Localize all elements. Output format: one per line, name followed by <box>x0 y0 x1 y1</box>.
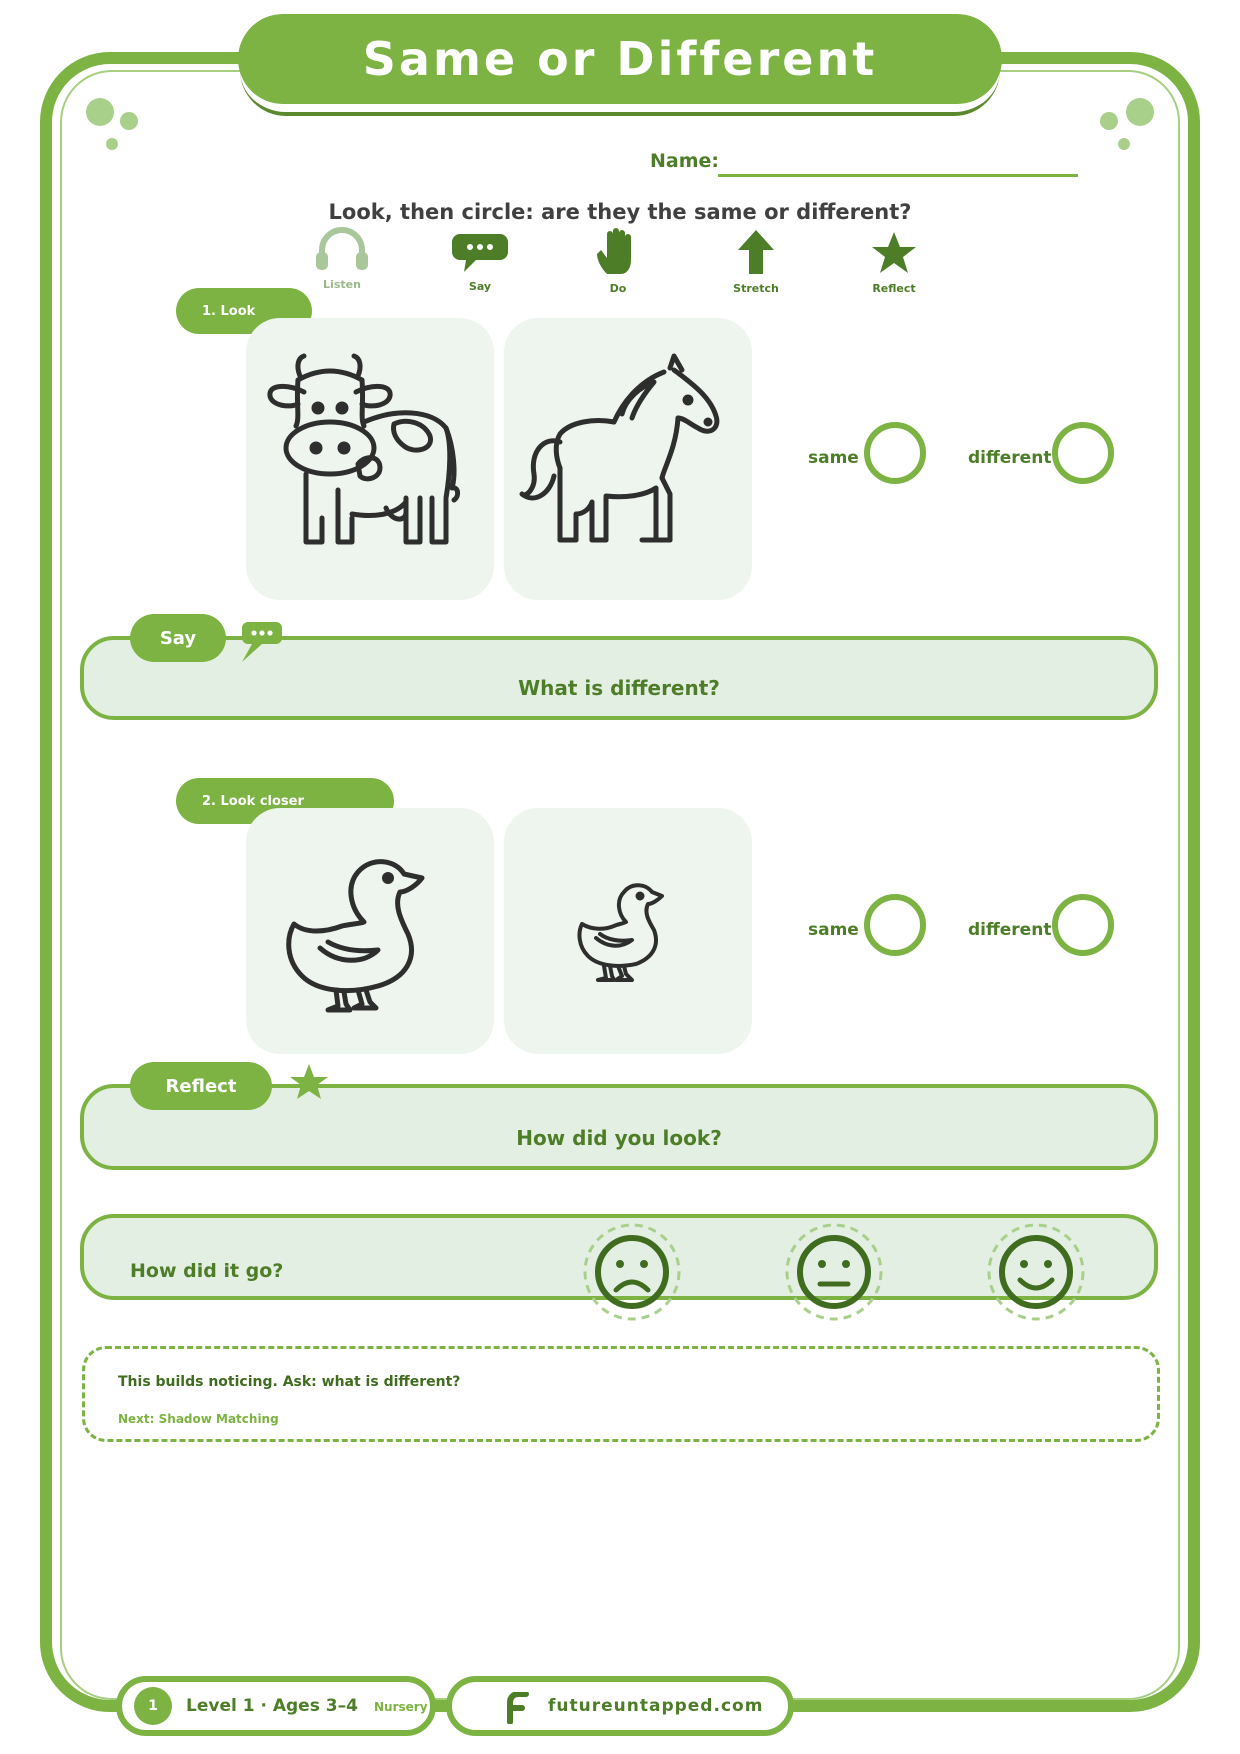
option-same-circle[interactable] <box>864 422 926 484</box>
option-same-label: same <box>808 920 859 940</box>
skill-label: Stretch <box>733 282 779 295</box>
skill-stretch <box>701 228 811 295</box>
option-same-label: same <box>808 448 859 468</box>
cow-picture <box>246 318 494 600</box>
footer-site-pill <box>446 1676 794 1736</box>
next-activity-link[interactable]: Next: Shadow Matching <box>118 1412 279 1426</box>
footer-stage: Nursery <box>374 1700 428 1714</box>
horse-picture <box>504 318 752 600</box>
rating-prompt: How did it go? <box>130 1260 284 1282</box>
say-prompt: What is different? <box>518 676 720 700</box>
skill-say <box>425 232 535 293</box>
option-same-circle[interactable] <box>864 894 926 956</box>
decor-dot <box>1118 138 1130 150</box>
option-different-label: different <box>968 448 1052 468</box>
decor-dot <box>86 98 114 126</box>
happy-face-icon[interactable] <box>986 1222 1086 1322</box>
footer-site-link[interactable]: futureuntapped.com <box>548 1696 764 1716</box>
footer-level-pill <box>116 1676 436 1736</box>
picture-card-small-duck <box>504 808 752 1054</box>
skill-label: Reflect <box>872 282 916 295</box>
say-tag: Say <box>130 614 226 662</box>
neutral-face-icon[interactable] <box>784 1222 884 1322</box>
reflect-prompt: How did you look? <box>516 1126 722 1150</box>
page-title: Same or Different <box>238 14 1002 104</box>
skill-label: Listen <box>323 278 361 291</box>
speech-bubble-icon <box>240 620 284 664</box>
name-input-line[interactable] <box>718 174 1078 177</box>
option-different-circle[interactable] <box>1052 422 1114 484</box>
skill-label: Say <box>468 280 492 293</box>
footer-page-number: 1 <box>134 1687 172 1725</box>
note-box <box>82 1346 1160 1442</box>
skill-label: Do <box>609 282 627 295</box>
small-duck-picture <box>504 808 752 1054</box>
note-text: This builds noticing. Ask: what is different? <box>118 1374 461 1390</box>
activity-label: 2. Look closer <box>176 778 394 824</box>
star-icon <box>288 1062 330 1102</box>
arrow-up-icon <box>736 228 776 276</box>
skill-do <box>563 228 673 295</box>
option-different-label: different <box>968 920 1052 940</box>
big-duck-picture <box>246 808 494 1054</box>
activity-label: 1. Look <box>176 288 312 334</box>
logo-f-icon <box>504 1692 530 1724</box>
speech-bubble-icon <box>452 232 508 274</box>
option-different-circle[interactable] <box>1052 894 1114 956</box>
instruction-text: Look, then circle: are they the same or different? <box>328 200 912 224</box>
skill-reflect <box>839 230 949 295</box>
picture-card-horse <box>504 318 752 600</box>
picture-card-big-duck <box>246 808 494 1054</box>
reflect-tag: Reflect <box>130 1062 272 1110</box>
decor-dot <box>120 112 138 130</box>
decor-dot <box>1126 98 1154 126</box>
footer-level: Level 1 · Ages 3–4 <box>186 1696 358 1716</box>
star-icon <box>870 230 918 276</box>
picture-card-cow <box>246 318 494 600</box>
sad-face-icon[interactable] <box>582 1222 682 1322</box>
name-label: Name: <box>650 150 720 172</box>
headphones-icon <box>312 224 372 272</box>
decor-dot <box>1100 112 1118 130</box>
hand-icon <box>593 228 643 276</box>
decor-dot <box>106 138 118 150</box>
skill-listen <box>287 224 397 291</box>
